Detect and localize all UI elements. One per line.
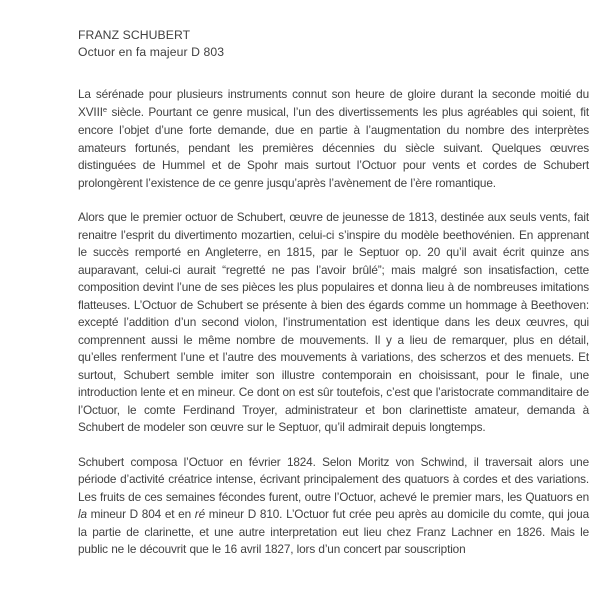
composer-name: FRANZ SCHUBERT bbox=[78, 28, 191, 42]
doc-header bbox=[78, 27, 589, 61]
italic-key-la: la bbox=[78, 507, 87, 521]
text-run: mineur D 810. L’Octuor fut crée peu après au domicile du comte, qui joua la partie de clarinette, et une autre interpretation eut lieu chez Franz Lachner en 1826. Mais le public ne le découvrit que le 16 avril 1827, lors d’un concert par souscription bbox=[78, 507, 593, 556]
text-run: Alors que le premier octuor de Schubert, œuvre de jeunesse de 1813, destinée aux seuls vents, fait renaitre l’esprit du divertimento mozartien, celui-ci s’inspire du modèle beethovénien. En apprenant le succès remporté en Angleterre, en 1815, par le Septuor op. 20 qu’il avait écrit quinze ans auparavant, celui-ci aurait “regretté ne pas l’avoir brûlé”; mais malgré son insatisfaction, cette composition devint l’une de ses pièces les plus populaires et donna lieu à de nombreuses imitations flatteuses. L’Octuor de Schubert se présente à bien des égards comme un hommage à Beethoven: excepté l’addition d’un second violon, l’instrumentation est identique dans les deux œuvres, qui comprennent aussi le même nombre de mouvements. Il y a lieu de remarquer, plus en détail, qu’elles renferment l’une et l’autre des mouvements à variations, des scherzos et des menuets. Et surtout, Schubert semble imiter son illustre contemporain en choisissant, pour le finale, une introduction lente et en mineur. Ce dont on est sûr toutefois, c’est que l’aristocrate commanditaire de l’Octuor, le comte Ferdinand Troyer, administrateur et bon clarinettiste amateur, demanda à Schubert de modeler son œuvre sur le Septuor, qu’il admirait depuis longtemps. bbox=[78, 210, 593, 434]
text-run: mineur D 804 et en bbox=[86, 507, 195, 521]
body-text bbox=[78, 86, 593, 559]
paragraph-composition-1824 bbox=[78, 454, 593, 559]
paragraph-beethoven-model bbox=[78, 209, 593, 437]
text-run: Schubert composa l’Octuor en février 1824. Selon Moritz von Schwind, il traversait alors une période d’activité créatrice intense, écrivant principalement des quatuors à cordes et des variations. Les fruits de ces semaines fécondes furent, outre l’Octuor, achevé le premier mars, les Quatuors en bbox=[78, 454, 593, 504]
superscript-e: e bbox=[102, 105, 107, 114]
italic-key-re: ré bbox=[194, 507, 205, 521]
text-run: La sérénade pour plusieurs instruments connut son heure de gloire durant la seconde moitié du XVIII bbox=[78, 87, 593, 119]
text-run: siècle. Pourtant ce genre musical, l’un des divertissements les plus agréables qui soient, fit encore l’objet d’une forte demande, due en partie à l’augmentation du nombre des interprètes amateurs fortunés, pendant les premières décennies du siècle suivant. Quelques œuvres distinguées de Hummel et de Spohr mais surtout l’Octuor pour vents et cordes de Schubert prolongèrent l’existence de ce genre jusqu’après l’avènement de l’ère romantique. bbox=[78, 104, 593, 190]
work-title: Octuor en fa majeur D 803 bbox=[78, 45, 225, 59]
paragraph-serenade-history bbox=[78, 86, 593, 192]
